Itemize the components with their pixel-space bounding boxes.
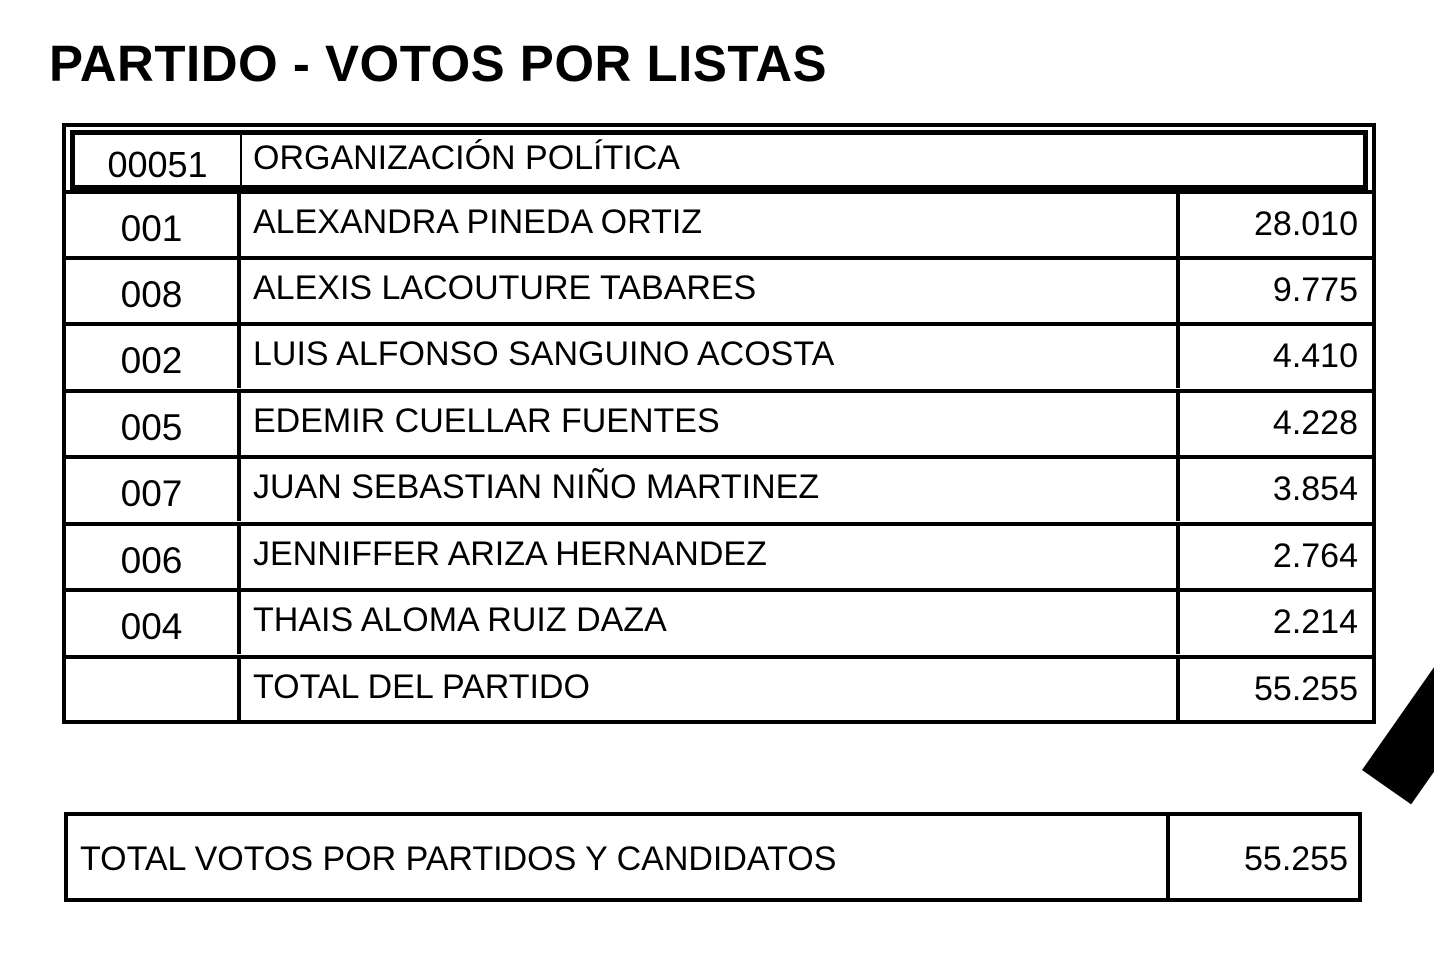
candidate-row [66,455,1372,521]
candidate-votes: 9.775 [1176,260,1372,322]
results-table [62,123,1376,724]
candidate-votes: 2.214 [1176,592,1372,654]
candidate-row [66,588,1372,654]
candidate-row [66,522,1372,588]
candidate-code: 002 [66,326,241,388]
grand-total-box [64,812,1362,902]
candidate-name: ALEXANDRA PINEDA ORTIZ [253,203,703,241]
candidate-code: 001 [66,194,241,256]
party-name: ORGANIZACIÓN POLÍTICA [253,139,680,177]
candidate-row [66,256,1372,322]
candidate-votes: 4.228 [1176,393,1372,455]
candidate-row [66,389,1372,455]
grand-total-label: TOTAL VOTOS POR PARTIDOS Y CANDIDATOS [80,840,837,878]
candidate-name: EDEMIR CUELLAR FUENTES [253,402,720,440]
candidate-name: LUIS ALFONSO SANGUINO ACOSTA [253,335,835,373]
candidate-name: JENNIFFER ARIZA HERNANDEZ [253,535,767,573]
grand-total-votes: 55.255 [1166,816,1358,898]
party-total-code-cell [66,659,241,721]
party-total-votes: 55.255 [1176,659,1372,721]
candidate-votes: 28.010 [1176,194,1372,256]
candidate-votes: 3.854 [1176,459,1372,521]
candidate-code: 004 [66,592,241,654]
party-total-row [66,655,1372,721]
party-header-row [70,130,1368,190]
candidate-row [66,190,1372,256]
candidate-row [66,322,1372,388]
candidate-code: 005 [66,393,241,455]
party-code: 00051 [75,135,242,185]
candidate-name: JUAN SEBASTIAN NIÑO MARTINEZ [253,468,820,506]
candidate-code: 007 [66,459,241,521]
candidate-name: THAIS ALOMA RUIZ DAZA [253,601,667,639]
page-title: PARTIDO - VOTOS POR LISTAS [49,35,828,92]
candidate-votes: 2.764 [1176,526,1372,588]
candidate-name: ALEXIS LACOUTURE TABARES [253,269,757,307]
party-total-label: TOTAL DEL PARTIDO [253,668,590,706]
candidate-votes: 4.410 [1176,326,1372,388]
candidate-code: 008 [66,260,241,322]
candidate-code: 006 [66,526,241,588]
